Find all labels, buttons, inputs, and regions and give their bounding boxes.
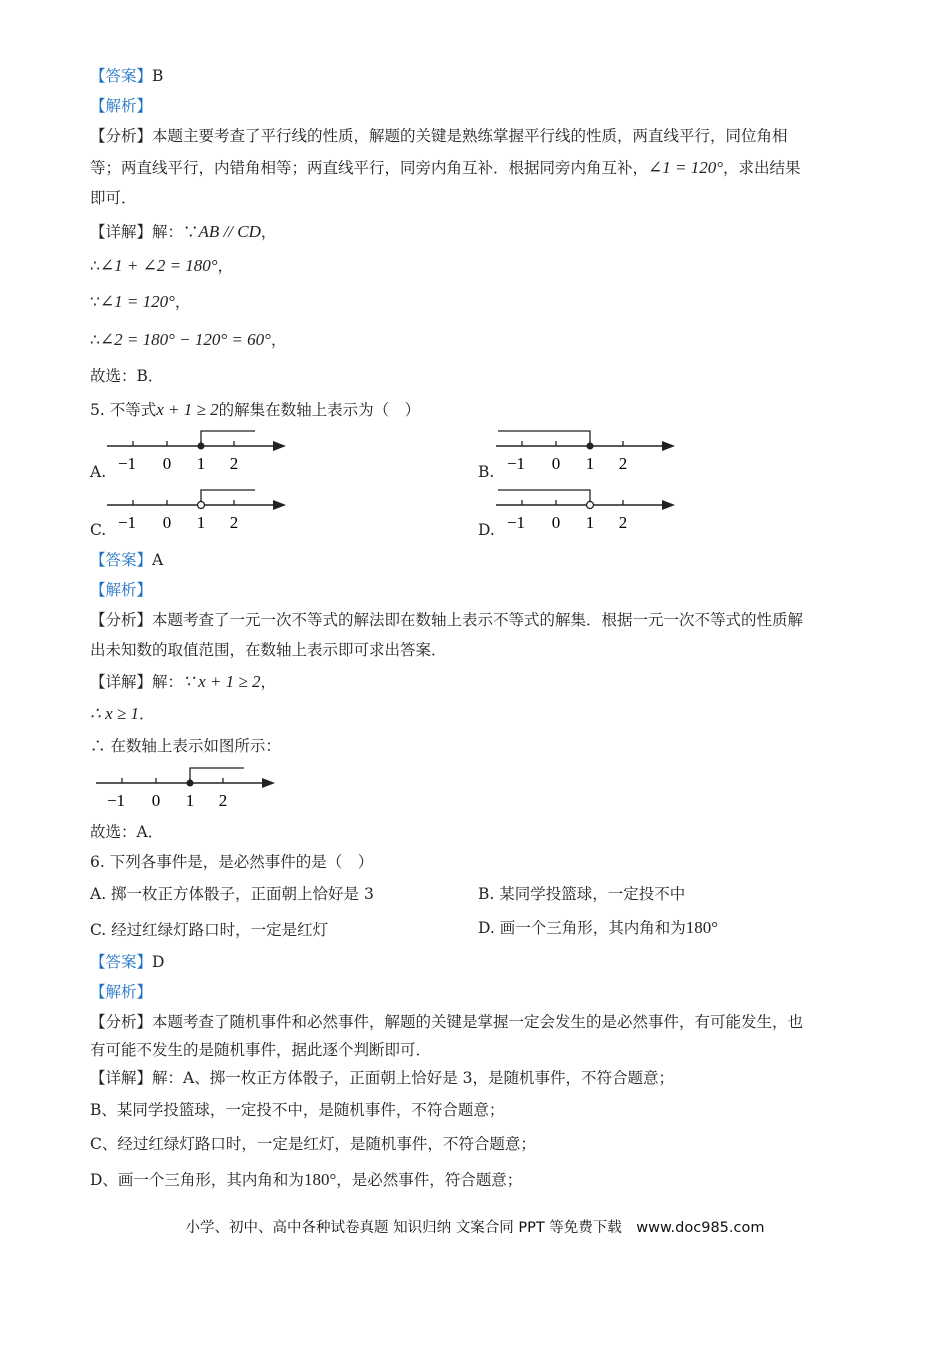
solution-bracket (498, 431, 590, 446)
arrow-head (662, 441, 675, 451)
q6-option-b: B. 某同学投篮球，一定投不中 (478, 885, 686, 903)
q6-detail-line3: C、经过红绿灯路口时，一定是红灯，是随机事件，不符合题意； (90, 1135, 536, 1153)
tick-label: 0 (162, 513, 172, 532)
q5-detail-line2: ∴ x ≥ 1． (90, 704, 155, 723)
tick-label: −1 (506, 513, 526, 532)
q6-detail-line4: D、画一个三角形，其内角和为180°，是必然事件，符合题意； (90, 1170, 523, 1189)
q6-detail-line2: B、某同学投篮球，一定投不中，是随机事件，不符合题意； (90, 1101, 505, 1119)
q4-detail-line3: ∵∠1 = 120°， (90, 292, 191, 311)
tick-label: 0 (551, 454, 561, 473)
q4-fenxi-line3: 即可． (90, 189, 137, 207)
closed-dot (198, 443, 205, 450)
q6-option-d: D. 画一个三角形，其内角和为180° (478, 918, 719, 937)
q5-option-c-label: C. (90, 521, 107, 539)
arrow-head (662, 500, 675, 510)
tick-label: 0 (151, 791, 161, 810)
page-footer: 小学、初中、高中各种试卷真题 知识归纳 文案合同 PPT 等免费下载 www.doc985.com (185, 1220, 765, 1236)
q5-option-a-label: A. (90, 463, 107, 481)
q5-analysis-heading: 【解析】 (90, 581, 153, 599)
tick-label: 2 (618, 454, 628, 473)
tick-label: 1 (585, 454, 595, 473)
q6-detail-line1: 【详解】解：A、掷一枚正方体骰子，正面朝上恰好是 3，是随机事件，不符合题意； (90, 1069, 675, 1087)
q4-fenxi-line1: 【分析】本题主要考查了平行线的性质，解题的关键是熟练掌握平行线的性质，两直线平行，同位角相 (90, 127, 788, 145)
q4-detail-line1: 【详解】解：∵AB // CD， (90, 222, 277, 241)
q5-detail-line1: 【详解】解：∵ x + 1 ≥ 2， (90, 672, 276, 691)
q5-option-b-numberline (494, 425, 679, 477)
closed-dot (187, 780, 194, 787)
q5-fenxi-line1: 【分析】本题考查了一元一次不等式的解法即在数轴上表示不等式的解集．根据一元一次不等式的性质解 (90, 611, 804, 629)
q4-analysis-heading: 【解析】 (90, 97, 153, 115)
q5-solution-numberline (94, 762, 279, 814)
q5-option-c-numberline (105, 484, 290, 536)
tick-label: −1 (117, 454, 137, 473)
q5-option-b-label: B. (478, 463, 495, 481)
q5-answer: 【答案】A (90, 551, 164, 569)
tick-label: 2 (218, 791, 228, 810)
tick-label: 0 (551, 513, 561, 532)
tick-label: 1 (196, 454, 206, 473)
arrow-head (262, 778, 275, 788)
tick-label: 2 (229, 454, 239, 473)
q6-answer: 【答案】D (90, 953, 165, 971)
q6-analysis-heading: 【解析】 (90, 983, 153, 1001)
q6-fenxi-line1: 【分析】本题考查了随机事件和必然事件，解题的关键是掌握一定会发生的是必然事件，有可能发生，也 (90, 1013, 804, 1031)
q6-option-a: A. 掷一枚正方体骰子，正面朝上恰好是 3 (90, 885, 374, 903)
q5-fenxi-line2: 出未知数的取值范围，在数轴上表示即可求出答案． (90, 641, 447, 659)
q5-option-d-numberline (494, 484, 679, 536)
q6-option-c: C. 经过红绿灯路口时，一定是红灯 (90, 921, 329, 939)
tick-label: 1 (585, 513, 595, 532)
q4-detail-line2: ∴∠1 + ∠2 = 180°， (90, 256, 234, 275)
closed-dot (587, 443, 594, 450)
q4-choose: 故选：B． (90, 367, 164, 385)
q6-stem: 6. 下列各事件是，是必然事件的是（ ） (90, 853, 374, 871)
solution-bracket (201, 490, 255, 505)
q5-option-d-label: D. (478, 521, 495, 539)
q6-fenxi-line2: 有可能不发生的是随机事件，据此逐个判断即可． (90, 1041, 432, 1059)
solution-bracket (190, 768, 244, 783)
arrow-head (273, 500, 286, 510)
tick-label: −1 (117, 513, 137, 532)
solution-bracket (498, 490, 590, 505)
q5-option-a-numberline (105, 425, 290, 477)
tick-label: −1 (106, 791, 126, 810)
tick-label: 0 (162, 454, 172, 473)
tick-label: 2 (618, 513, 628, 532)
tick-label: 1 (196, 513, 206, 532)
tick-label: 2 (229, 513, 239, 532)
open-dot (587, 502, 594, 509)
q4-detail-line4: ∴∠2 = 180° − 120° = 60°， (90, 330, 287, 349)
open-dot (198, 502, 205, 509)
q4-answer: 【答案】B (90, 67, 164, 85)
solution-bracket (201, 431, 255, 446)
q5-choose: 故选：A． (90, 823, 164, 841)
q5-stem: 5. 不等式x + 1 ≥ 2的解集在数轴上表示为（ ） (90, 400, 421, 419)
arrow-head (273, 441, 286, 451)
tick-label: −1 (506, 454, 526, 473)
tick-label: 1 (185, 791, 195, 810)
q5-detail-line3: ∴ 在数轴上表示如图所示： (90, 737, 281, 755)
q4-fenxi-line2: 等；两直线平行，内错角相等；两直线平行，同旁内角互补．根据同旁内角互补，∠1 = 120°，求出结果 (90, 158, 801, 177)
